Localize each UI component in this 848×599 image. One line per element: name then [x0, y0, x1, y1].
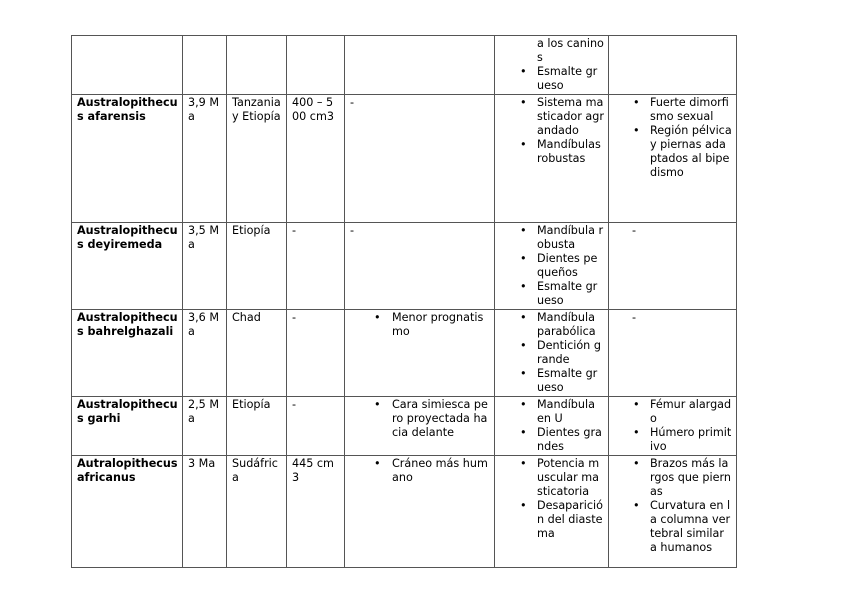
cranial-volume-cell — [287, 397, 345, 456]
table-row — [72, 456, 737, 568]
age-cell — [183, 95, 227, 223]
cranial-volume-value: - — [292, 311, 297, 324]
skull-trait-list — [350, 457, 490, 485]
body-traits-cell — [609, 36, 737, 95]
species-name-cell — [72, 223, 183, 310]
location-cell — [227, 223, 287, 310]
cranial-volume-cell — [287, 310, 345, 397]
species-name: Australopithecus afarensis — [77, 96, 178, 123]
age-cell — [183, 456, 227, 568]
body-trait-list — [614, 96, 732, 180]
body-trait-item: • Húmero primitivo — [650, 426, 732, 454]
body-trait-item: • Fémur alargado — [650, 398, 732, 426]
dental-trait-item: • Potencia muscular masticatoria — [537, 457, 604, 499]
body-traits-cell — [609, 310, 737, 397]
species-name: Australopithecus bahrelghazali — [77, 311, 178, 338]
body-traits-text: - — [632, 311, 637, 324]
dental-trait-list — [500, 398, 604, 454]
body-traits-text: - — [632, 224, 637, 237]
age-value: 3 Ma — [188, 457, 216, 470]
skull-traits-text: - — [350, 96, 355, 109]
location-value: Sudáfrica — [232, 457, 278, 484]
species-name-cell — [72, 456, 183, 568]
dental-traits-cell — [495, 223, 609, 310]
species-table — [71, 35, 737, 568]
dental-trait-list — [500, 96, 604, 166]
dental-trait-list — [500, 65, 604, 93]
cranial-volume-value: - — [292, 224, 297, 237]
dental-traits-cell — [495, 456, 609, 568]
location-cell — [227, 36, 287, 95]
dental-traits-cell — [495, 95, 609, 223]
dental-trait-item: • Dentición grande — [537, 339, 604, 367]
skull-trait-item: • Menor prognatismo — [392, 311, 490, 339]
location-cell — [227, 95, 287, 223]
body-trait-item: • Fuerte dimorfismo sexual — [650, 96, 732, 124]
dental-traits-cell — [495, 36, 609, 95]
age-cell — [183, 36, 227, 95]
skull-traits-cell — [345, 95, 495, 223]
skull-trait-list — [350, 311, 490, 339]
dental-trait-list — [500, 224, 604, 308]
dental-trait-item: • Esmalte grueso — [537, 280, 604, 308]
body-traits-cell — [609, 223, 737, 310]
skull-traits-cell — [345, 397, 495, 456]
species-name: Australopithecus deyiremeda — [77, 224, 178, 251]
age-cell — [183, 397, 227, 456]
skull-traits-text: - — [350, 224, 355, 237]
location-cell — [227, 310, 287, 397]
cranial-volume-cell — [287, 456, 345, 568]
skull-trait-item: • Cara simiesca pero proyectada hacia delante — [392, 398, 490, 440]
body-traits-cell — [609, 397, 737, 456]
body-traits-cell — [609, 456, 737, 568]
skull-traits-cell — [345, 456, 495, 568]
species-name: Autralopithecus africanus — [77, 457, 178, 484]
dental-trait-item: • Mandíbula robusta — [537, 224, 604, 252]
species-name-cell — [72, 36, 183, 95]
skull-traits-cell — [345, 310, 495, 397]
age-value: 2,5 Ma — [188, 398, 220, 425]
species-name-cell — [72, 310, 183, 397]
body-trait-item: • Curvatura en la columna vertebral similar a humanos — [650, 499, 732, 555]
dental-trait-item: • Dientes pequeños — [537, 252, 604, 280]
age-cell — [183, 223, 227, 310]
age-value: 3,5 Ma — [188, 224, 220, 251]
table-row — [72, 95, 737, 223]
dental-traits-text: a los caninos — [537, 37, 604, 64]
dental-trait-item: • Esmalte grueso — [537, 367, 604, 395]
body-traits-cell — [609, 95, 737, 223]
table-row — [72, 397, 737, 456]
dental-trait-item: • Mandíbulas robustas — [537, 138, 604, 166]
location-cell — [227, 456, 287, 568]
dental-traits-cell — [495, 397, 609, 456]
dental-trait-item: • Mandíbula parabólica — [537, 311, 604, 339]
skull-traits-cell — [345, 223, 495, 310]
location-value: Etiopía — [232, 224, 271, 237]
skull-trait-item: • Cráneo más humano — [392, 457, 490, 485]
cranial-volume-cell — [287, 95, 345, 223]
location-cell — [227, 397, 287, 456]
dental-trait-item: • Dientes grandes — [537, 426, 604, 454]
dental-trait-list — [500, 311, 604, 395]
location-value: Chad — [232, 311, 261, 324]
age-value: 3,6 Ma — [188, 311, 220, 338]
age-value: 3,9 Ma — [188, 96, 220, 123]
body-trait-list — [614, 398, 732, 454]
location-value: Etiopía — [232, 398, 271, 411]
table-row — [72, 223, 737, 310]
dental-trait-item: • Sistema masticador agrandado — [537, 96, 604, 138]
body-trait-item: • Región pélvica y piernas adaptados al bipedismo — [650, 124, 732, 180]
cranial-volume-cell — [287, 223, 345, 310]
species-name: Australopithecus garhi — [77, 398, 178, 425]
dental-trait-list — [500, 457, 604, 541]
cranial-volume-value: - — [292, 398, 297, 411]
dental-trait-item: • Esmalte grueso — [537, 65, 604, 93]
skull-trait-list — [350, 398, 490, 440]
location-value: Tanzania y Etiopía — [232, 96, 281, 123]
skull-traits-cell — [345, 36, 495, 95]
cranial-volume-cell — [287, 36, 345, 95]
age-cell — [183, 310, 227, 397]
species-name-cell — [72, 95, 183, 223]
species-name-cell — [72, 397, 183, 456]
table-row — [72, 310, 737, 397]
cranial-volume-value: 400 – 500 cm3 — [292, 96, 334, 123]
dental-trait-item: • Desaparición del diastema — [537, 499, 604, 541]
table-row — [72, 36, 737, 95]
body-trait-list — [614, 457, 732, 555]
dental-traits-cell — [495, 310, 609, 397]
dental-trait-item: • Mandíbula en U — [537, 398, 604, 426]
body-trait-item: • Brazos más largos que piernas — [650, 457, 732, 499]
cranial-volume-value: 445 cm3 — [292, 457, 334, 484]
